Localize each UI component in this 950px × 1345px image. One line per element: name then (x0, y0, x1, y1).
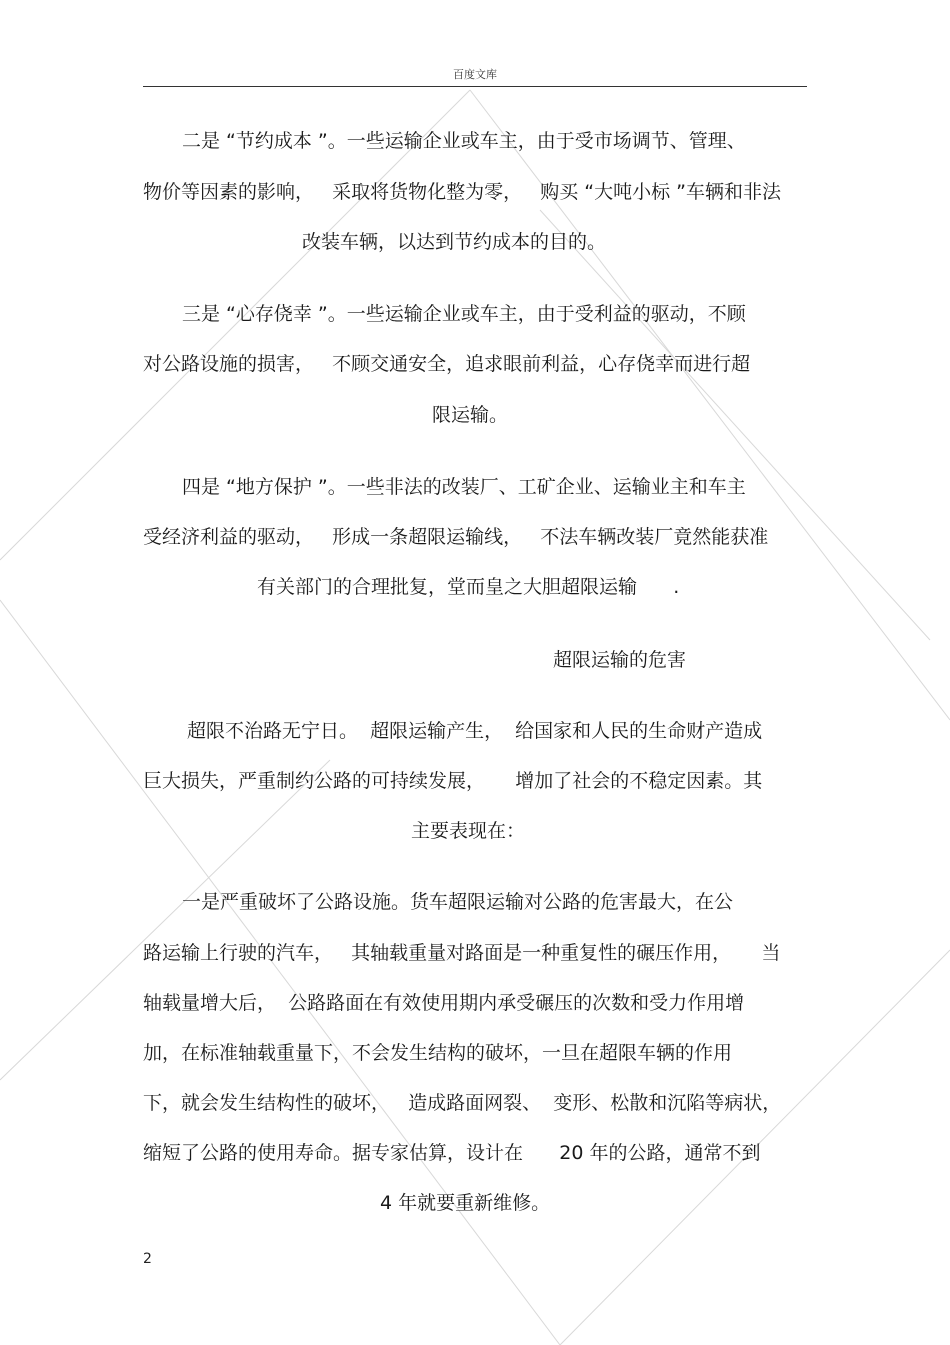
paragraph-6-line-2: 路运输上行驶的汽车， 其轴载重量对路面是一种重复性的碾压作用， 当 (143, 942, 781, 964)
paragraph-1-line-3: 改装车辆，以达到节约成本的目的。 (302, 231, 607, 253)
paragraph-6-line-4: 加，在标准轴载重量下，不会发生结构的破坏，一旦在超限车辆的作用 (143, 1042, 733, 1064)
paragraph-2-line-1: 三是 “心存侥幸 ”。一些运输企业或车主，由于受利益的驱动，不顾 (182, 303, 746, 325)
header-title: 百度文库 (453, 68, 497, 81)
paragraph-5-line-1: 超限不治路无宁日。 超限运输产生， 给国家和人民的生命财产造成 (187, 720, 763, 742)
paragraph-1-line-2: 物价等因素的影响， 采取将货物化整为零， 购买 “大吨小标 ”车辆和非法 (143, 181, 782, 203)
paragraph-6-line-5: 下，就会发生结构性的破坏， 造成路面网裂、 变形、松散和沉陷等病状， (143, 1092, 782, 1114)
paragraph-6-line-1: 一是严重破坏了公路设施。货车超限运输对公路的危害最大，在公 (182, 891, 734, 913)
paragraph-3-line-3: 有关部门的合理批复，堂而皇之大胆超限运输 . (257, 576, 680, 598)
paragraph-2-line-2: 对公路设施的损害， 不顾交通安全，追求眼前利益，心存侥幸而进行超 (143, 353, 751, 375)
paragraph-2-line-3: 限运输。 (432, 404, 509, 426)
paragraph-1-line-1: 二是 “节约成本 ”。一些运输企业或车主，由于受市场调节、管理、 (182, 130, 746, 152)
header-divider (143, 86, 807, 87)
paragraph-6-line-6: 缩短了公路的使用寿命。据专家估算，设计在 20 年的公路，通常不到 (143, 1142, 761, 1164)
paragraph-6-line-3: 轴载量增大后， 公路路面在有效使用期内承受碾压的次数和受力作用增 (143, 992, 745, 1014)
paragraph-3-line-2: 受经济利益的驱动， 形成一条超限运输线， 不法车辆改装厂竟然能获准 (143, 526, 769, 548)
paragraph-5-line-3: 主要表现在： (411, 820, 526, 842)
paragraph-3-line-1: 四是 “地方保护 ”。一些非法的改装厂、工矿企业、运输业主和车主 (182, 476, 746, 498)
page-number: 2 (143, 1251, 152, 1267)
section-heading: 超限运输的危害 (553, 649, 687, 671)
paragraph-6-line-7: 4 年就要重新维修。 (380, 1192, 551, 1214)
paragraph-5-line-2: 巨大损失，严重制约公路的可持续发展， 增加了社会的不稳定因素。其 (143, 770, 763, 792)
